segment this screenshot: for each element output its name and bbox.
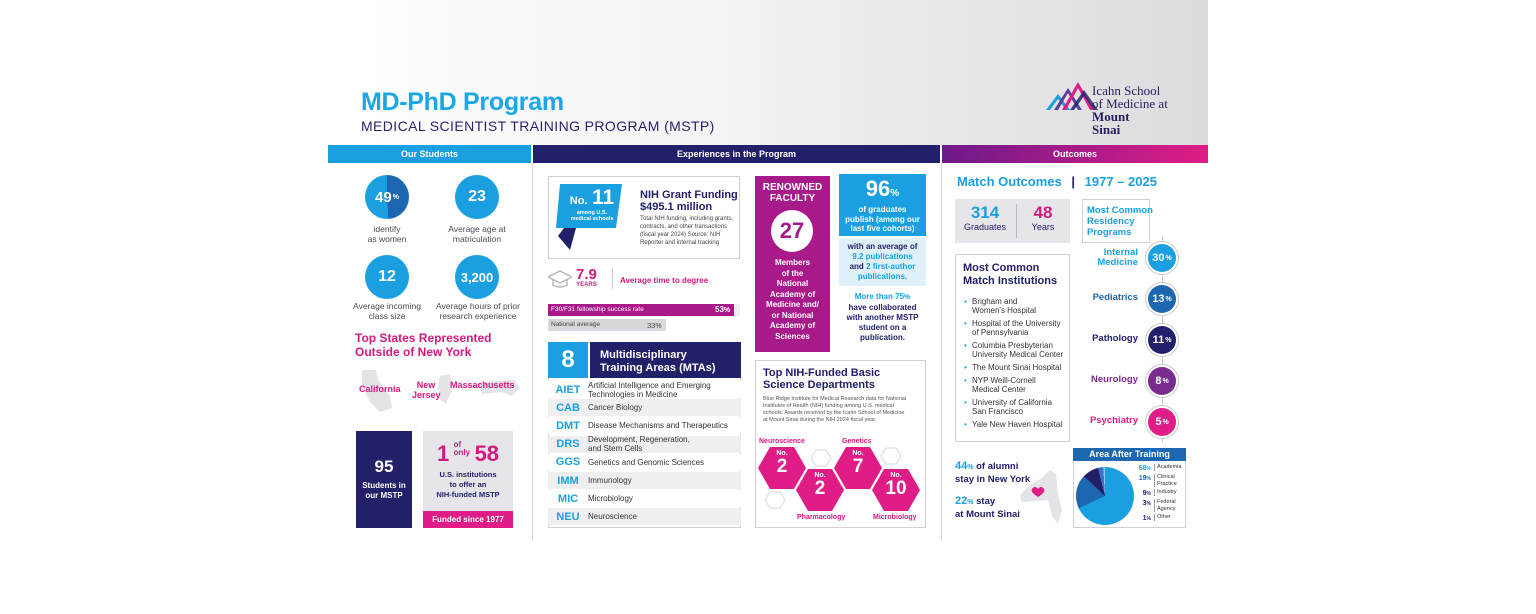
area-legend-row [1134, 489, 1186, 499]
student-count-value: 95 [374, 457, 394, 476]
area-label-line: Federal [1157, 499, 1176, 505]
mta-name-line: Development, Regeneration, [588, 435, 690, 445]
residency-title [1087, 205, 1153, 238]
area-value [1134, 464, 1151, 474]
mta-code: DRS [556, 438, 580, 451]
pct-sign: % [1162, 377, 1169, 385]
time-to-degree-label: Average time to degree [620, 276, 709, 285]
hexagon-outline [765, 492, 785, 508]
departments-title [763, 367, 880, 391]
institution-line: Medical Center [972, 385, 1026, 394]
faculty-count-circle: 27 [771, 210, 813, 252]
divider [612, 269, 613, 289]
title-line: Top States Represented [355, 331, 492, 345]
note-line: schools. Awards received by the Icahn School of Medicine [763, 410, 905, 416]
graduation-cap-icon [548, 269, 572, 289]
title-line: Programs [1087, 227, 1132, 238]
grant-amount: $495.1 million [640, 201, 713, 213]
dept-no: No. [814, 472, 826, 479]
residency-label-line: Internal [1103, 247, 1138, 258]
faculty-line: Sciences [775, 331, 810, 341]
residency-value: 13 [1152, 293, 1165, 305]
note-line: Reporter and internal tracking [640, 240, 720, 246]
grant-title: NIH Grant Funding [640, 189, 738, 201]
mta-name [588, 435, 690, 453]
residency-label-line: Psychiatry [1089, 415, 1138, 426]
mta-title [590, 342, 741, 378]
area-label-line: Other [1157, 514, 1171, 520]
ms-line-2: at Mount Sinai [955, 509, 1020, 520]
hexagon-outline [881, 448, 901, 464]
residency-value-circle [1148, 408, 1176, 436]
stat-value: 49 [375, 188, 392, 206]
caption-line: of graduates [858, 205, 907, 214]
rank-ribbon-text [564, 186, 620, 222]
national-label: National average [551, 321, 601, 328]
area-label [1154, 514, 1171, 521]
area-legend-row [1134, 474, 1186, 489]
stat-value: 23 [468, 188, 486, 205]
institution-line: Women's Hospital [972, 306, 1037, 315]
pct-sign: % [1146, 516, 1151, 522]
residency-value: 5 [1155, 416, 1162, 428]
area-label [1154, 464, 1181, 471]
mta-list [548, 381, 741, 527]
title-line: Outside of New York [355, 345, 472, 359]
graduates-value: 314 [970, 203, 1000, 222]
institutions-title [963, 262, 1057, 288]
column-divider [941, 163, 942, 540]
mta-name-line: Cancer Biology [588, 403, 643, 413]
pct-sign: % [1165, 254, 1172, 262]
area-value [1134, 474, 1151, 484]
faculty-caption [755, 258, 830, 342]
mta-name-line: Genetics and Genomic Sciences [588, 457, 705, 467]
pct-sign: % [1146, 491, 1151, 497]
mta-name [588, 458, 704, 467]
pct-sign: % [1146, 466, 1151, 472]
value: More than 75 [854, 292, 905, 301]
pct-sign: % [904, 294, 911, 301]
faculty-line: Academy of [769, 289, 816, 299]
area-label-line: Clinical [1157, 474, 1175, 480]
avg-first-author: 2 first-author [866, 262, 916, 271]
institution-line: • The Mount Sinai Hospital [972, 363, 1062, 372]
mta-code: AIET [555, 383, 581, 396]
logo-line: Sinai [1092, 122, 1121, 137]
faculty-line: Medicine and/ [766, 300, 819, 309]
institution-line: University Medical Center [972, 350, 1064, 359]
residency-value: 11 [1152, 334, 1165, 346]
residency-value-circle [1148, 244, 1176, 272]
residency-label [1068, 293, 1138, 303]
avg-line [839, 262, 926, 272]
top-states-title [355, 331, 491, 359]
dept-rank-microbiology [872, 472, 920, 498]
time-value: 7.9 [576, 266, 597, 283]
rank-only: only [453, 448, 471, 457]
value: 53 [715, 305, 724, 314]
institution-item [964, 363, 1068, 372]
dept-rank: 7 [852, 456, 864, 477]
grant-note [640, 215, 738, 247]
institution-item [964, 398, 1068, 416]
rank-caption [423, 470, 513, 500]
rank-line [423, 441, 513, 467]
logo-line: Mount [1092, 109, 1130, 124]
research-hours-circle [455, 255, 499, 299]
mta-name-line: Neuroscience [588, 512, 637, 522]
value: 33 [647, 321, 656, 330]
age-stat-circle [455, 175, 499, 219]
graduates-stat [957, 204, 1013, 232]
caption-line: research experience [439, 311, 517, 321]
area-legend-row [1134, 514, 1186, 524]
section-header-experiences: Experiences in the Program [533, 145, 940, 163]
research-hours-caption [430, 301, 526, 321]
institution-item [964, 420, 1068, 429]
age-stat-caption [436, 224, 518, 244]
dept-label-genetics: Genetics [842, 438, 872, 445]
institution-line: of Pennsylvania [972, 328, 1029, 337]
area-value [1134, 489, 1151, 499]
caption-line: as women [367, 234, 407, 244]
heading-line: FACULTY [769, 193, 816, 204]
mta-name-line: Artificial Intelligence and Emerging [588, 380, 711, 390]
match-separator: | [1071, 174, 1076, 189]
pub-rate [839, 178, 926, 205]
institution-line: • University of California [972, 398, 1053, 407]
mta-name [588, 403, 642, 412]
institution-item [964, 341, 1068, 359]
residency-label-line: Neurology [1091, 374, 1138, 385]
mta-name [588, 494, 633, 503]
dept-no: No. [852, 450, 864, 457]
caption-line: identify [373, 224, 401, 234]
note-line: contracts, and other transactions [640, 224, 728, 230]
pub-caption [839, 205, 926, 234]
value: 19 [1138, 475, 1147, 482]
mta-row [548, 381, 741, 398]
pct-sign: % [890, 188, 900, 199]
caption-line: Average age at [448, 224, 506, 234]
title-line: Training Areas (MTAs) [600, 362, 716, 374]
title-line: Most Common [963, 262, 1040, 274]
student-count-box [356, 431, 412, 528]
rank-58: 58 [474, 441, 500, 466]
logo-line: Icahn School [1092, 83, 1161, 98]
page-title: MD-PhD Program [361, 88, 564, 116]
mta-row [548, 436, 741, 453]
institution-item [964, 376, 1068, 394]
area-value [1134, 514, 1151, 524]
publication-average-card [839, 238, 926, 286]
mta-name-line: Microbiology [588, 494, 633, 504]
value: 9 [1142, 490, 1147, 497]
title-line: Top NIH-Funded Basic [763, 367, 881, 379]
area-label-line: Academia [1157, 464, 1182, 470]
mta-name-line: Technologies in Medicine [588, 389, 678, 399]
area-label [1154, 474, 1177, 487]
residency-label [1068, 248, 1138, 268]
national-value [647, 321, 662, 330]
mta-row [548, 508, 741, 525]
value: 1 [1142, 515, 1147, 522]
mta-row [548, 454, 741, 471]
ms-value: 22 [955, 495, 968, 507]
institution-line: San Francisco [972, 407, 1024, 416]
caption-line: Average hours of prior [436, 301, 520, 311]
caption-line: U.S. institutions [439, 470, 497, 479]
rank-value: 11 [591, 186, 615, 209]
publication-rate-card [839, 174, 926, 236]
pct-sign: % [723, 307, 731, 314]
institution-line: • Brigham and [972, 297, 1018, 306]
nih-mstp-rank-box [423, 431, 513, 511]
class-size-circle [365, 255, 409, 299]
institution-line: • NYP Weill-Cornell [972, 376, 1036, 385]
residency-value-circle [1148, 326, 1176, 354]
infographic-sheet [328, 0, 1208, 540]
value: 68 [1138, 465, 1147, 472]
dept-rank: 2 [814, 478, 826, 499]
residency-value-circle [1148, 367, 1176, 395]
state-massachusetts: Massachusetts [450, 380, 515, 390]
note-line: Blue Ridge Institute for Medical Research data for National [763, 396, 907, 402]
logo-line: of Medicine at [1092, 96, 1168, 111]
mta-code: CAB [556, 401, 580, 414]
pct-sign: % [1165, 295, 1172, 303]
dept-no: No. [776, 450, 788, 457]
mta-name-line: Immunology [588, 476, 632, 485]
ms-label: stay [976, 496, 996, 507]
caption-line: class size [368, 311, 406, 321]
avg-line: publications. [857, 272, 908, 281]
collab-line: student on a [858, 323, 907, 332]
caption-line: among U.S. [576, 210, 608, 216]
years-stat [1018, 204, 1068, 232]
mta-count: 8 [548, 342, 588, 378]
mta-code: DMT [556, 419, 580, 432]
pct-sign: % [967, 499, 974, 506]
stat-value: 3,200 [460, 269, 494, 285]
avg-line: with an average of [847, 242, 918, 251]
note-line: at Mount Sinai during the NIH 2024 fiscal year. [763, 417, 877, 423]
state-new-jersey [412, 380, 440, 400]
pct-sign: % [1146, 476, 1151, 482]
title-line: Most Common [1087, 205, 1153, 216]
state-california: California [359, 384, 401, 394]
mta-row [548, 472, 741, 489]
fellowship-label: F30/F31 fellowship success rate [551, 306, 644, 313]
avg-and: and [849, 262, 864, 271]
note-line: Total NIH funding, including grants, [640, 216, 734, 222]
ny-value: 44 [955, 460, 968, 472]
heading-line: RENOWNED [762, 182, 823, 193]
state-line: Jersey [412, 390, 441, 400]
stat-unit: % [392, 193, 399, 201]
section-header-students: Our Students [328, 145, 531, 163]
page-subtitle: MEDICAL SCIENTIST TRAINING PROGRAM (MSTP) [361, 118, 715, 134]
area-label-line: Practice [1157, 480, 1177, 487]
hexagon-outline [811, 450, 831, 466]
faculty-line: Academy of [769, 321, 816, 330]
column-divider [532, 163, 533, 540]
collab-line: with another MSTP [846, 313, 919, 322]
faculty-heading [755, 182, 830, 204]
area-title: Area After Training [1073, 448, 1186, 461]
institution-line: • Yale New Haven Hospital [972, 420, 1063, 429]
institution-item [964, 297, 1068, 315]
avg-line: 9.2 publications [852, 252, 913, 261]
rank-no: No. [569, 195, 588, 207]
title-line: Multidisciplinary [600, 349, 687, 361]
caption-line: last five cohorts) [850, 224, 915, 233]
collab-head [839, 292, 926, 303]
women-stat-circle [365, 175, 409, 219]
divider [1016, 204, 1017, 238]
caption-line: publish (among our [845, 214, 920, 224]
mta-name [588, 421, 728, 430]
area-label-line: Industry [1157, 489, 1177, 495]
ny-line-2: stay in New York [955, 474, 1031, 485]
institution-item [964, 319, 1068, 337]
fellowship-value [715, 305, 730, 314]
residency-label-line: Pathology [1092, 333, 1138, 344]
stat-value: 12 [378, 268, 396, 285]
residency-label-line: Medicine [1097, 257, 1138, 268]
mta-code: IMM [557, 474, 579, 487]
residency-value-circle [1148, 285, 1176, 313]
match-years: 1977 – 2025 [1084, 174, 1157, 189]
dept-label-neuroscience: Neuroscience [759, 438, 805, 445]
label-line: Students in [362, 481, 406, 490]
institution-line: • Hospital of the University [972, 319, 1061, 328]
residency-label [1068, 334, 1138, 344]
mta-row [548, 417, 741, 434]
value: 96 [865, 176, 891, 201]
area-pie-chart [1076, 467, 1134, 525]
title-line: Science Departments [763, 379, 875, 391]
mta-code: MIC [557, 492, 579, 505]
student-count-label [356, 481, 412, 501]
mta-name [588, 476, 632, 485]
mta-code: NEU [556, 510, 580, 523]
caption-line: matriculation [452, 234, 502, 244]
label-line: our MSTP [365, 491, 403, 500]
caption-line: to offer an [449, 480, 487, 489]
institutions-list [964, 297, 1068, 433]
departments-note [763, 396, 921, 424]
years-value: 48 [1033, 203, 1053, 222]
mta-row [548, 399, 741, 416]
note-line: (fiscal year 2024) Source: NIH [640, 232, 721, 238]
years-label: Years [1031, 222, 1055, 232]
area-legend [1134, 464, 1186, 524]
area-legend-row [1134, 464, 1186, 474]
school-logo-text [1092, 84, 1168, 136]
caption-line: medical schools [570, 216, 614, 222]
rank-caption [564, 210, 620, 222]
ms-line-1 [955, 495, 1020, 509]
class-size-caption [346, 301, 428, 321]
dept-label-pharmacology: Pharmacology [797, 514, 846, 521]
faculty-line: Members [774, 258, 811, 267]
caption-line: NIH-funded MSTP [436, 490, 500, 499]
mta-code: GGS [555, 456, 581, 469]
area-value [1134, 499, 1151, 509]
women-stat-caption [348, 224, 426, 244]
grant-text [640, 189, 738, 247]
rank-of-only [454, 441, 470, 457]
mount-sinai-stat [955, 495, 1020, 521]
title-line: Match Institutions [963, 275, 1058, 287]
mount-sinai-logo-icon [1046, 80, 1098, 114]
dept-rank: 10 [885, 478, 907, 499]
mta-name-line: Disease Mechanisms and Therapeutics [588, 421, 728, 431]
faculty-line: National [776, 279, 809, 288]
time-unit: YEARS [576, 282, 597, 288]
pct-sign: % [1165, 336, 1172, 344]
residency-label [1068, 416, 1138, 426]
area-label [1154, 499, 1176, 512]
pct-sign: % [1162, 418, 1169, 426]
section-header-outcomes: Outcomes [942, 145, 1208, 163]
match-outcomes-title [957, 174, 1157, 189]
dept-label-microbiology: Microbiology [873, 514, 917, 521]
collab-line: publication. [860, 333, 905, 342]
collab-line: have collaborated [848, 303, 917, 312]
area-legend-row [1134, 499, 1186, 514]
new-york-map-icon [1018, 468, 1070, 526]
mta-row [548, 490, 741, 507]
faculty-line: of the [781, 268, 804, 278]
mta-name-line: and Stem Cells [588, 444, 643, 454]
residency-value: 30 [1152, 252, 1165, 264]
area-label [1154, 489, 1177, 496]
area-label-line: Agency [1157, 505, 1176, 512]
note-line: Institutes of Health (NIH) funding among U.S. medical [763, 403, 894, 409]
residency-value: 8 [1155, 375, 1162, 387]
graduates-label: Graduates [963, 222, 1007, 232]
time-to-degree-value [576, 267, 597, 288]
caption-line: Average incoming [353, 301, 421, 311]
pct-sign: % [1146, 501, 1151, 507]
mta-name [588, 512, 637, 521]
residency-label [1068, 375, 1138, 385]
rank-of: of [453, 440, 462, 449]
state-line: New [416, 380, 436, 390]
match-title: Match Outcomes [957, 174, 1062, 189]
pct-sign: % [967, 464, 974, 471]
funded-since-badge: Funded since 1977 [423, 511, 513, 528]
rank-one: 1 [436, 441, 450, 466]
mta-name [588, 381, 711, 399]
title-line: Residency [1087, 216, 1135, 227]
value: 3 [1142, 500, 1147, 507]
residency-list [1068, 240, 1188, 440]
ny-label: of alumni [976, 461, 1019, 472]
residency-label-line: Pediatrics [1092, 292, 1138, 303]
faculty-line: or National [771, 310, 814, 320]
institution-line: • Columbia Presbyterian [972, 341, 1053, 350]
pct-sign: % [655, 323, 662, 330]
collaboration-stat [839, 292, 926, 343]
dept-no: No. [890, 472, 902, 479]
dept-rank: 2 [776, 456, 788, 477]
